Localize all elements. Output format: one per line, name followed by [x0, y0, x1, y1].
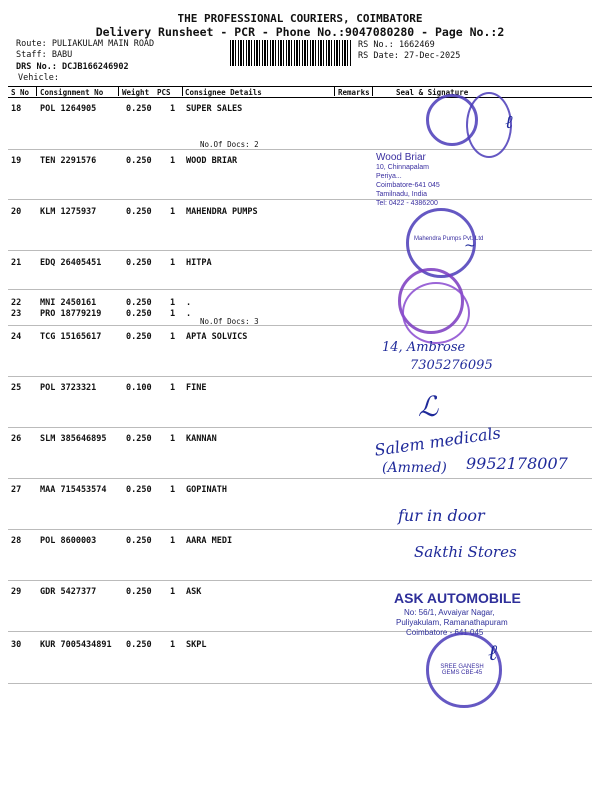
- ask-stamp-line3: Coimbatore - 641 045: [406, 628, 484, 637]
- cell-consignee: .: [186, 298, 192, 308]
- cell-consignment: PRO 18779219: [40, 309, 102, 319]
- cell-sno: 28: [11, 536, 22, 546]
- cell-sno: 24: [11, 332, 22, 342]
- col-divider: [182, 86, 183, 96]
- cell-sno: 19: [11, 156, 22, 166]
- ask-stamp-line2: Puliyakulam, Ramanathapuram: [396, 618, 508, 627]
- col-divider: [372, 86, 373, 96]
- rs-date: RS Date: 27-Dec-2025: [358, 51, 461, 61]
- handwriting-phone-26: 9952178007: [466, 454, 568, 473]
- barcode: [230, 40, 352, 66]
- staff-label: Staff: BABU: [16, 50, 73, 60]
- col-divider: [334, 86, 335, 96]
- cell-weight: 0.250: [126, 332, 152, 342]
- col-weight: Weight: [122, 88, 150, 97]
- handwriting-name-26: Salem medicals: [373, 423, 502, 460]
- cell-consignee: MAHENDRA PUMPS: [186, 207, 258, 217]
- ganesh-gems-seal-text: SREE GANESH GEMS CBE-45: [440, 664, 484, 676]
- cell-consignment: TEN 2291576: [40, 156, 97, 166]
- cell-weight: 0.250: [126, 434, 152, 444]
- col-consignment: Consignment No: [40, 88, 104, 97]
- row-separator: [8, 478, 592, 479]
- cell-consignment: GDR 5427377: [40, 587, 97, 597]
- cell-sno: 18: [11, 104, 22, 114]
- cell-consignee: WOOD BRIAR: [186, 156, 238, 166]
- cell-pcs: 1: [170, 536, 176, 546]
- cell-pcs: 1: [170, 298, 176, 308]
- row-separator: [8, 580, 592, 581]
- cell-consignee: ASK: [186, 587, 202, 597]
- cell-weight: 0.250: [126, 258, 152, 268]
- col-divider: [36, 86, 37, 96]
- cell-consignment: KUR 7005434891: [40, 640, 112, 650]
- row-separator: [8, 529, 592, 530]
- route-label: Route: PULIAKULAM MAIN ROAD: [16, 39, 155, 49]
- signature-30: ℓ: [488, 641, 498, 666]
- cell-sno: 21: [11, 258, 22, 268]
- rs-number: RS No.: 1662469: [358, 40, 435, 50]
- row-separator: [8, 289, 592, 290]
- row-separator: [8, 631, 592, 632]
- docs-count: No.Of Docs: 2: [200, 140, 259, 149]
- table-header-rule: [8, 97, 592, 98]
- ask-stamp-line1: No: 56/1, Avvaiyar Nagar,: [404, 608, 495, 617]
- cell-weight: 0.250: [126, 156, 152, 166]
- cell-weight: 0.250: [126, 298, 152, 308]
- cell-consignment: POL 8600003: [40, 536, 97, 546]
- mahendra-seal-text: Mahendra Pumps Pvt. Ltd: [414, 236, 484, 242]
- cell-consignee: .: [186, 309, 192, 319]
- row-separator: [8, 376, 592, 377]
- ask-stamp-title: ASK AUTOMOBILE: [394, 590, 521, 606]
- runsheet-subtitle: Delivery Runsheet - PCR - Phone No.:9047080280 - Page No.:2: [95, 25, 505, 39]
- cell-pcs: 1: [170, 156, 176, 166]
- signature-18: ℓ: [505, 112, 513, 133]
- signature-25: ℒ: [418, 390, 439, 423]
- cell-pcs: 1: [170, 640, 176, 650]
- cell-consignee: FINE: [186, 383, 207, 393]
- purple-seal: [402, 282, 470, 344]
- handwriting-27: fur in door: [398, 506, 485, 525]
- col-divider: [118, 86, 119, 96]
- cell-weight: 0.250: [126, 485, 152, 495]
- cell-consignee: KANNAN: [186, 434, 217, 444]
- row-separator: [8, 325, 592, 326]
- cell-consignee: SUPER SALES: [186, 104, 243, 114]
- cell-consignment: POL 1264905: [40, 104, 97, 114]
- table-top-rule: [8, 86, 592, 87]
- cell-weight: 0.250: [126, 536, 152, 546]
- handwriting-name-26b: (Ammed): [382, 460, 447, 476]
- vehicle-label: Vehicle:: [18, 73, 59, 83]
- col-seal: Seal & Signature: [396, 88, 469, 97]
- cell-sno: 29: [11, 587, 22, 597]
- cell-sno: 20: [11, 207, 22, 217]
- cell-weight: 0.100: [126, 383, 152, 393]
- cell-pcs: 1: [170, 434, 176, 444]
- cell-consignment: POL 3723321: [40, 383, 97, 393]
- docs-count: No.Of Docs: 3: [200, 317, 259, 326]
- cell-sno: 30: [11, 640, 22, 650]
- cell-consignment: MAA 715453574: [40, 485, 107, 495]
- cell-consignment: KLM 1275937: [40, 207, 97, 217]
- signature-20: ~: [464, 238, 476, 254]
- cell-consignee: HITPA: [186, 258, 212, 268]
- cell-consignee: AARA MEDI: [186, 536, 233, 546]
- col-pcs: PCS: [157, 88, 171, 97]
- handwriting-28: Sakthi Stores: [414, 543, 517, 561]
- cell-pcs: 1: [170, 587, 176, 597]
- cell-consignee: GOPINATH: [186, 485, 227, 495]
- cell-weight: 0.250: [126, 587, 152, 597]
- col-consignee: Consignee Details: [185, 88, 262, 97]
- cell-consignee: APTA SOLVICS: [186, 332, 248, 342]
- cell-pcs: 1: [170, 383, 176, 393]
- cell-sno: 23: [11, 309, 22, 319]
- handwriting-address-24: 14, Ambrose: [382, 340, 466, 355]
- cell-weight: 0.250: [126, 104, 152, 114]
- cell-consignment: SLM 385646895: [40, 434, 107, 444]
- cell-consignee: SKPL: [186, 640, 207, 650]
- cell-pcs: 1: [170, 485, 176, 495]
- row-separator: [8, 683, 592, 684]
- cell-pcs: 1: [170, 104, 176, 114]
- handwriting-phone-24: 7305276095: [410, 358, 493, 373]
- col-remarks: Remarks: [338, 88, 370, 97]
- cell-pcs: 1: [170, 207, 176, 217]
- cell-consignment: EDQ 26405451: [40, 258, 102, 268]
- drs-number: DRS No.: DCJB166246902: [16, 62, 129, 72]
- cell-weight: 0.250: [126, 309, 152, 319]
- cell-weight: 0.250: [126, 207, 152, 217]
- row-separator: [8, 427, 592, 428]
- cell-weight: 0.250: [126, 640, 152, 650]
- cell-sno: 27: [11, 485, 22, 495]
- row-separator: [8, 199, 592, 200]
- cell-sno: 25: [11, 383, 22, 393]
- cell-sno: 22: [11, 298, 22, 308]
- cell-consignment: TCG 15165617: [40, 332, 102, 342]
- cell-pcs: 1: [170, 309, 176, 319]
- cell-consignment: MNI 2450161: [40, 298, 97, 308]
- row-separator: [8, 250, 592, 251]
- cell-pcs: 1: [170, 332, 176, 342]
- cell-sno: 26: [11, 434, 22, 444]
- company-title: THE PROFESSIONAL COURIERS, COIMBATORE: [177, 12, 423, 25]
- cell-pcs: 1: [170, 258, 176, 268]
- col-sno: S No: [11, 88, 30, 97]
